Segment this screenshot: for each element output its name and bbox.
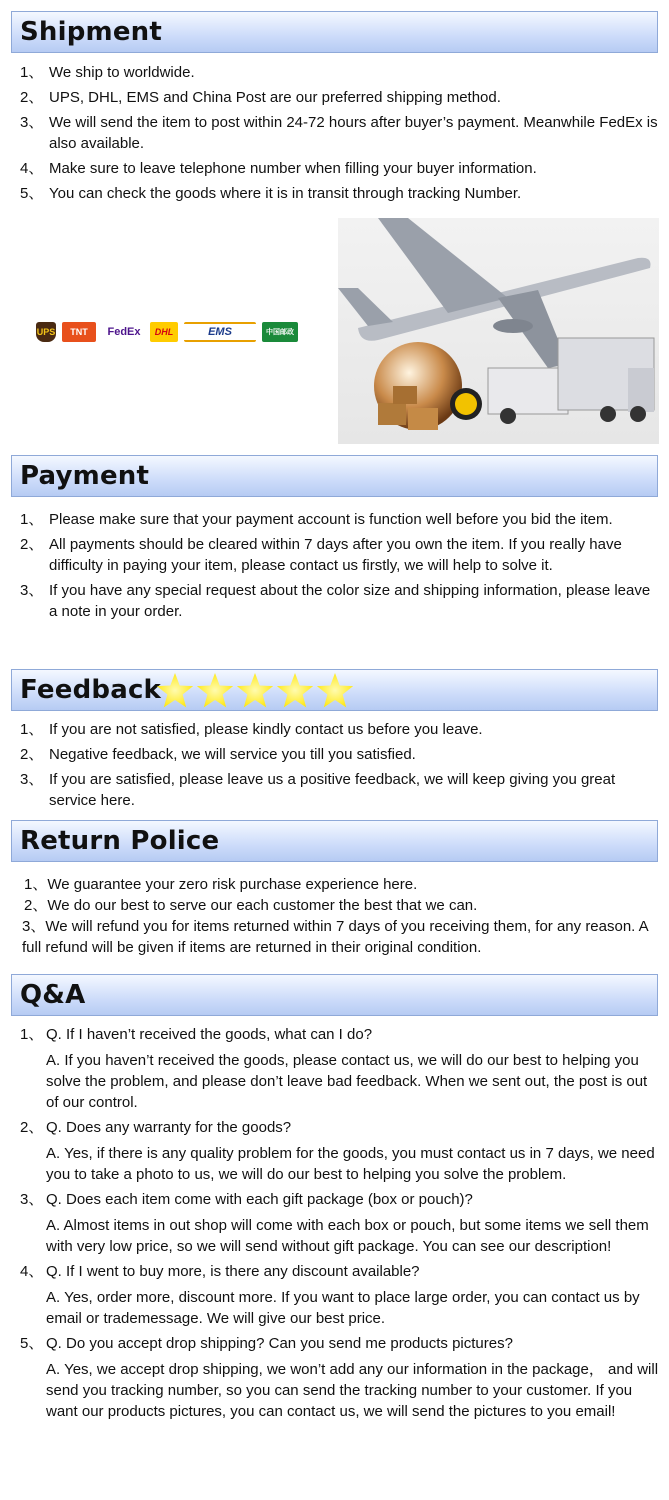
answer: A. Yes, we accept drop shipping, we won’t add any our information in the package， and will send you tracking number, so you can send the tracking number to your customer. If you want our products pictures, you can contact us, we will send the pictures to you email!: [46, 1361, 659, 1420]
list-item: 1、 If you are not satisfied, please kindly contact us before you leave.: [20, 721, 483, 738]
shipment-title: Shipment: [20, 17, 163, 47]
question: 4、 Q. If I went to buy more, is there any discount available?: [20, 1263, 420, 1280]
question: 2、 Q. Does any warranty for the goods?: [20, 1119, 292, 1136]
tnt-logo: TNT: [62, 322, 96, 342]
question: 5、 Q. Do you accept drop shipping? Can you send me products pictures?: [20, 1335, 513, 1352]
return-line: 1、We guarantee your zero risk purchase experience here.: [24, 876, 418, 893]
five-star-rating: [155, 671, 355, 713]
payment-list: [20, 509, 660, 622]
return-line: 2、We do our best to serve our each customer the best that we can.: [24, 897, 478, 914]
shipment-header: [11, 11, 658, 53]
answer: A. Yes, order more, discount more. If you want to place large order, you can contact us by email or trademessage. We will give our best price.: [46, 1289, 640, 1327]
return-text: [24, 874, 654, 958]
qa-list: [20, 1024, 660, 1426]
list-item: 2、 Negative feedback, we will service you till you satisfied.: [20, 746, 416, 763]
list-item: 1、 Please make sure that your payment account is function well before you bid the item.: [20, 511, 613, 528]
list-item: 2、 All payments should be cleared within 7 days after you own the item. If you really have difficulty in paying your item, please contact us firstly, we will help to solve it.: [20, 536, 622, 574]
logistics-illustration: [338, 218, 659, 444]
ups-logo: UPS: [36, 322, 56, 342]
question: 3、 Q. Does each item come with each gift package (box or pouch)?: [20, 1191, 473, 1208]
dhl-logo: DHL: [150, 322, 178, 342]
qa-header: [11, 974, 658, 1016]
star-icon: [317, 673, 353, 707]
answer: A. Almost items in out shop will come with each box or pouch, but some items we sell them with very low price, so we will send without gift package. You can see our description!: [46, 1217, 649, 1255]
fedex-logo: FedEx: [107, 326, 141, 338]
answer: A. If you haven’t received the goods, please contact us, we will do our best to helping you solve the problem, and please don’t leave bad feedback. When we sent out, the post is out of our control.: [46, 1052, 648, 1111]
star-icon: [277, 673, 313, 707]
feedback-title: Feedback: [20, 675, 162, 705]
return-title: Return Police: [20, 826, 220, 856]
ems-logo: EMS: [184, 322, 256, 342]
list-item: 5、 You can check the goods where it is in transit through tracking Number.: [20, 185, 522, 202]
list-item: 4、 Make sure to leave telephone number when filling your buyer information.: [20, 160, 537, 177]
question: 1、 Q. If I haven’t received the goods, what can I do?: [20, 1026, 373, 1043]
star-icon: [157, 673, 193, 707]
list-item: 1、 We ship to worldwide.: [20, 64, 195, 81]
shipment-list: [20, 62, 660, 204]
feedback-list: [20, 719, 660, 811]
return-line: 3、We will refund you for items returned within 7 days of you receiving them, for any reason. A full refund will be given if items are returned in their original condition.: [22, 918, 648, 956]
list-item: 3、 We will send the item to post within 24-72 hours after buyer’s payment. Meanwhile FedEx is also available.: [20, 114, 658, 152]
list-item: 3、 If you are satisfied, please leave us a positive feedback, we will keep giving you great service here.: [20, 771, 616, 809]
list-item: 2、 UPS, DHL, EMS and China Post are our preferred shipping method.: [20, 89, 501, 106]
china-post-logo: 中国邮政: [262, 322, 298, 342]
payment-title: Payment: [20, 461, 150, 491]
payment-header: [11, 455, 658, 497]
return-header: [11, 820, 658, 862]
star-icon: [237, 673, 273, 707]
qa-title: Q&A: [20, 980, 86, 1010]
star-icon: [197, 673, 233, 707]
answer: A. Yes, if there is any quality problem for the goods, you must contact us in 7 days, we need you to take a photo to us, we will do our best to helping you solve the problem.: [46, 1145, 655, 1183]
list-item: 3、 If you have any special request about the color size and shipping information, please leave a note in your order.: [20, 582, 651, 620]
